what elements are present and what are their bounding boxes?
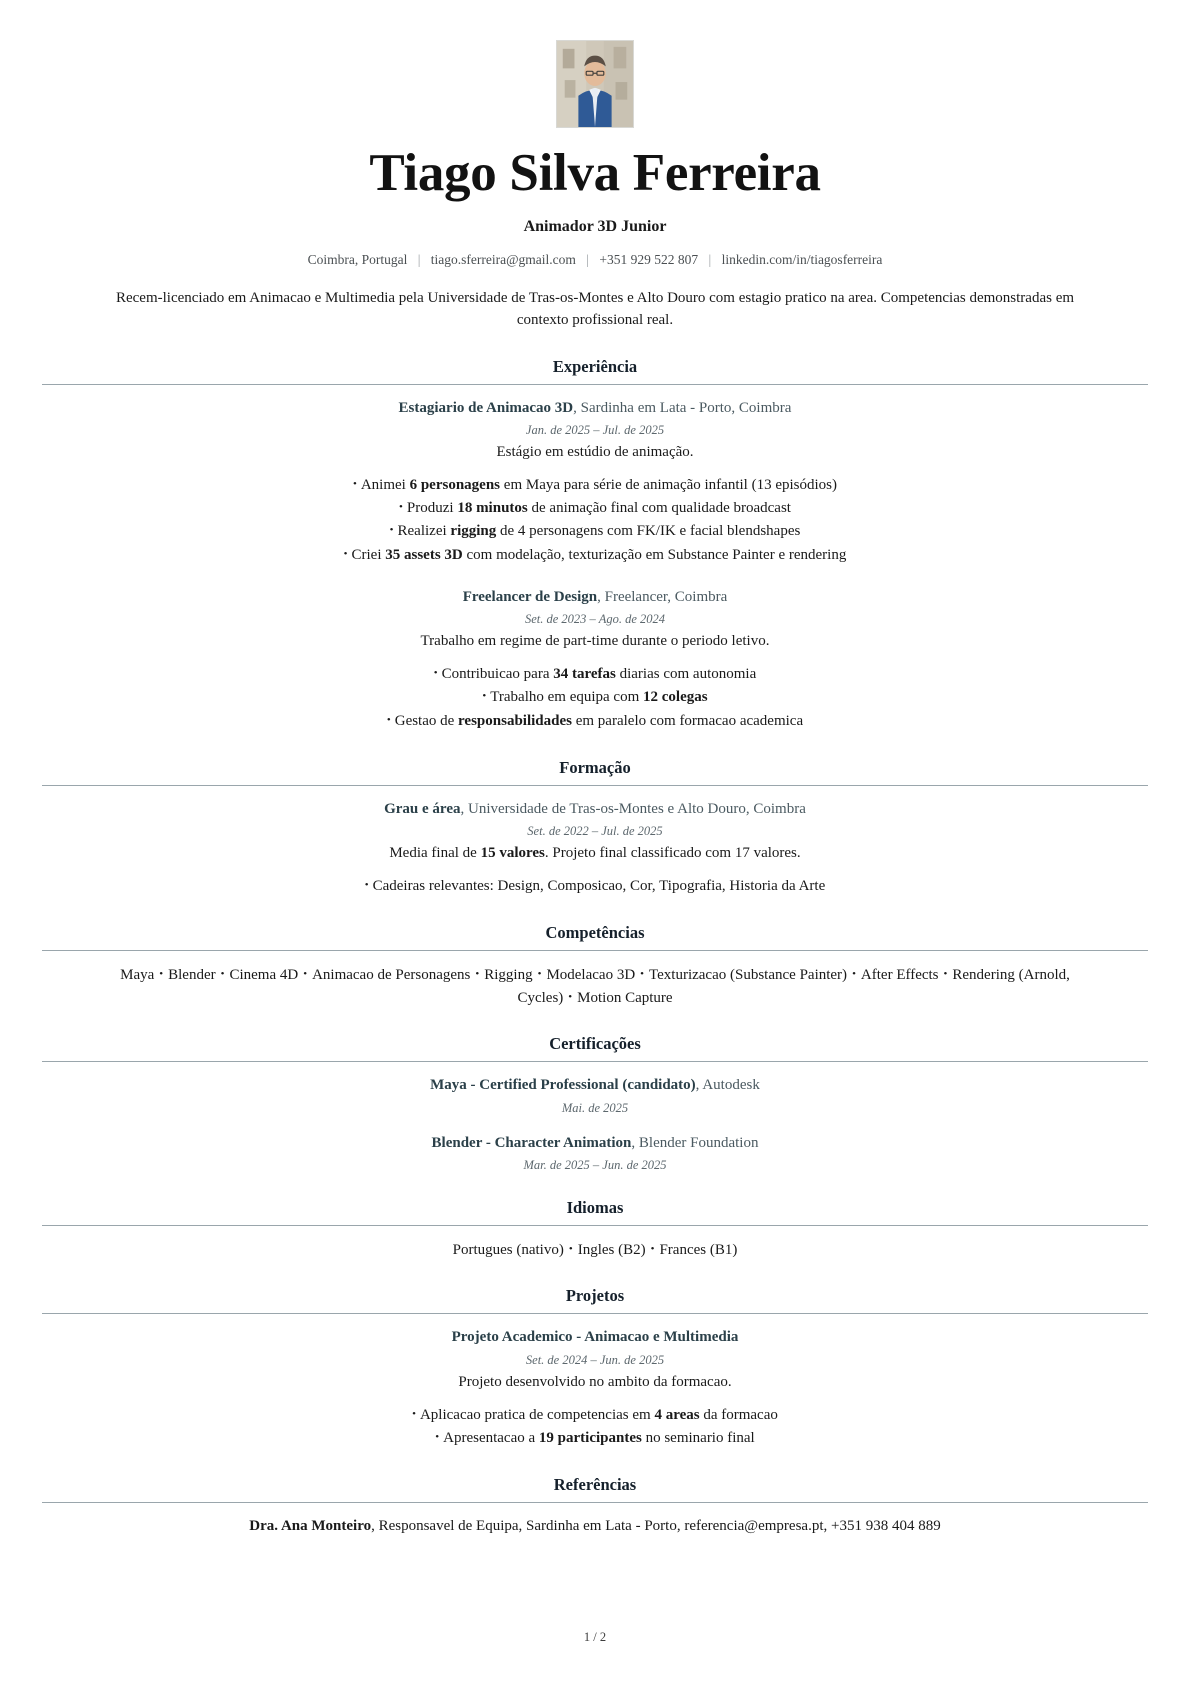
bullet-pre: Apresentacao a <box>443 1429 539 1446</box>
section-experience <box>42 357 1148 733</box>
skill-item: Animacao de Personagens <box>312 967 471 984</box>
list-item <box>42 1404 1148 1427</box>
skill-item: After Effects <box>860 967 939 984</box>
bullet-strong: 35 assets 3D <box>385 546 463 563</box>
education-entry <box>42 799 1148 899</box>
entry-org: , Autodesk <box>695 1077 760 1094</box>
contact-location: Coimbra, Portugal <box>307 252 408 268</box>
skills-list <box>80 964 1110 1009</box>
section-title-references: Referências <box>553 1475 637 1495</box>
entry-org: , Universidade de Tras-os-Montes e Alto Douro, Coimbra <box>460 800 806 817</box>
profile-photo <box>556 40 634 128</box>
bullet-pre: Produzi <box>406 500 458 517</box>
section-title-skills: Competências <box>545 923 645 943</box>
bullet-icon: • <box>435 1430 440 1443</box>
language-item: Portugues (nativo) <box>452 1241 564 1258</box>
bullet-icon: • <box>399 501 403 514</box>
bullet-icon: • <box>852 968 856 981</box>
skill-item: Blender <box>168 967 216 984</box>
entry-dates: Set. de 2022 – Jul. de 2025 <box>527 824 663 839</box>
bullet-post: com modelação, texturização em Substance Painter e rendering <box>462 546 847 563</box>
bullet-pre: Realizei <box>397 523 451 540</box>
contact-line <box>42 252 1148 268</box>
bullet-icon: • <box>386 713 391 726</box>
entry-dates: Jan. de 2025 – Jul. de 2025 <box>525 422 665 437</box>
skill-item: Modelacao 3D <box>546 967 636 984</box>
contact-separator: | <box>417 252 421 268</box>
entry-bullets <box>42 663 1148 733</box>
experience-entry <box>42 587 1148 733</box>
bullet-post: da formacao <box>699 1406 778 1423</box>
bullet-icon: • <box>943 968 948 981</box>
certification-entry <box>42 1075 1148 1115</box>
profile-photo-wrapper <box>42 40 1148 128</box>
contact-separator: | <box>708 252 712 268</box>
bullet-post: no seminario final <box>641 1429 755 1446</box>
bullet-icon: • <box>412 1407 416 1420</box>
bullet-strong: 6 personagens <box>409 476 501 493</box>
description-pre: Media final de <box>389 845 481 862</box>
entry-role: Blender - Character Animation <box>431 1134 632 1151</box>
contact-separator: | <box>586 252 589 268</box>
bullet-icon: • <box>303 968 308 981</box>
bullet-strong: 12 colegas <box>643 689 708 706</box>
skill-item: Texturizacao (Substance Painter) <box>649 967 848 984</box>
entry-description: Projeto desenvolvido no ambito da formacao. <box>458 1373 732 1390</box>
bullet-icon: • <box>482 690 487 703</box>
section-skills <box>42 923 1148 1009</box>
bullet-post: de animação final com qualidade broadcast <box>527 500 791 517</box>
entry-role: Freelancer de Design <box>462 588 598 605</box>
summary-text: Recem-licenciado em Animacao e Multimedia pela Universidade de Tras-os-Montes e Alto Douro com estagio pratico na area. Competencias demonstradas em contexto profissional real. <box>115 290 1075 328</box>
entry-header <box>42 587 1148 607</box>
bullet-icon: • <box>352 477 357 490</box>
list-item <box>42 544 1148 567</box>
section-certifications <box>42 1034 1148 1173</box>
reference-name: Dra. Ana Monteiro <box>249 1518 372 1535</box>
entry-description <box>42 845 1148 862</box>
bullet-icon: • <box>220 968 225 981</box>
entry-header <box>42 398 1148 418</box>
bullet-icon: • <box>159 968 164 981</box>
bullet-icon: • <box>433 667 438 680</box>
entry-header <box>42 1133 1148 1153</box>
bullet-pre: Contribuicao para <box>441 666 554 683</box>
bullet-pre: Cadeiras relevantes: Design, Composicao, Cor, Tipografia, Historia da Arte <box>372 878 826 895</box>
language-item: Ingles (B2) <box>577 1241 646 1258</box>
list-item <box>42 686 1148 709</box>
section-title-education: Formação <box>559 757 631 777</box>
skill-item: Rigging <box>484 967 533 984</box>
bullet-strong: 34 tarefas <box>553 666 616 683</box>
bullet-icon: • <box>568 1242 573 1255</box>
entry-bullets <box>42 1404 1148 1451</box>
page-footer <box>0 1630 1190 1645</box>
bullet-strong: 18 minutos <box>457 500 528 517</box>
entry-header <box>42 1327 1148 1347</box>
bullet-icon: • <box>343 547 348 560</box>
bullet-post: em paralelo com formacao academica <box>571 712 804 729</box>
list-item <box>42 1427 1148 1450</box>
skill-item: Maya <box>120 967 155 984</box>
page-title: Tiago Silva Ferreira <box>369 144 821 202</box>
bullet-icon: • <box>364 879 369 892</box>
contact-linkedin[interactable]: linkedin.com/in/tiagosferreira <box>721 252 883 268</box>
section-references <box>42 1475 1148 1538</box>
list-item <box>42 875 1148 898</box>
bullet-icon: • <box>568 990 573 1003</box>
entry-header <box>42 1075 1148 1095</box>
entry-org: , Freelancer, Coimbra <box>597 588 728 605</box>
entry-role: Projeto Academico - Animacao e Multimedia <box>451 1329 739 1346</box>
entry-org: , Blender Foundation <box>631 1134 759 1151</box>
experience-entry <box>42 398 1148 567</box>
entry-dates: Mai. de 2025 <box>561 1100 629 1115</box>
section-title-certifications: Certificações <box>549 1034 641 1054</box>
bullet-pre: Trabalho em equipa com <box>490 689 644 706</box>
section-education <box>42 758 1148 899</box>
bullet-pre: Gestao de <box>394 712 459 729</box>
list-item <box>42 663 1148 686</box>
entry-description: Trabalho em regime de part-time durante o periodo letivo. <box>420 633 770 650</box>
bullet-icon: • <box>475 968 480 981</box>
language-item: Frances (B1) <box>659 1241 738 1258</box>
bullet-icon: • <box>650 1242 655 1255</box>
section-title-languages: Idiomas <box>566 1197 624 1217</box>
section-languages <box>42 1198 1148 1262</box>
description-strong: 15 valores <box>480 845 545 862</box>
bullet-strong: 4 areas <box>654 1406 700 1423</box>
bullet-post: diarias com autonomia <box>615 666 757 683</box>
reference-detail: , Responsavel de Equipa, Sardinha em Lata - Porto, referencia@empresa.pt, +351 938 404 889 <box>371 1518 941 1535</box>
entry-role: Estagiario de Animacao 3D <box>398 399 574 416</box>
bullet-post: de 4 personagens com FK/IK e facial blendshapes <box>496 523 801 540</box>
bullet-strong: 19 participantes <box>538 1429 642 1446</box>
skill-item: Motion Capture <box>577 989 673 1006</box>
list-item <box>42 474 1148 497</box>
section-title-projects: Projetos <box>565 1286 625 1306</box>
reference-entry <box>42 1516 1148 1538</box>
bullet-icon: • <box>640 968 645 981</box>
bullet-pre: Animei <box>360 476 410 493</box>
certification-entry <box>42 1133 1148 1173</box>
entry-role: Maya - Certified Professional (candidato) <box>430 1077 696 1094</box>
bullet-post: em Maya para série de animação infantil (13 episódios) <box>500 476 837 493</box>
entry-dates: Set. de 2023 – Ago. de 2024 <box>524 612 666 627</box>
bullet-strong: responsabilidades <box>458 712 572 729</box>
list-item <box>42 497 1148 520</box>
section-title-experience: Experiência <box>552 356 638 376</box>
entry-role: Grau e área <box>384 800 461 817</box>
skill-item: Cinema 4D <box>229 967 299 984</box>
section-projects <box>42 1286 1148 1450</box>
entry-dates: Mar. de 2025 – Jun. de 2025 <box>523 1157 667 1172</box>
project-entry <box>42 1327 1148 1450</box>
list-item <box>42 520 1148 543</box>
bullet-pre: Criei <box>351 546 386 563</box>
bullet-icon: • <box>389 524 394 537</box>
page-indicator: 1 / 2 <box>583 1630 607 1644</box>
bullet-pre: Aplicacao pratica de competencias em <box>419 1406 655 1423</box>
profile-photo-image <box>557 41 633 127</box>
languages-list <box>80 1239 1110 1262</box>
entry-header <box>42 799 1148 819</box>
list-item <box>42 710 1148 733</box>
skill-item: Rendering (Arnold, Cycles) <box>517 967 1070 1006</box>
bullet-icon: • <box>537 968 542 981</box>
entry-description: Estágio em estúdio de animação. <box>496 443 694 460</box>
contact-phone[interactable]: +351 929 522 807 <box>599 252 699 268</box>
bullet-strong: rigging <box>450 523 497 540</box>
entry-bullets <box>42 474 1148 567</box>
description-post: . Projeto final classificado com 17 valores. <box>544 845 801 862</box>
entry-dates: Set. de 2024 – Jun. de 2025 <box>525 1352 665 1367</box>
entry-bullets <box>42 875 1148 898</box>
entry-org: , Sardinha em Lata - Porto, Coimbra <box>573 399 792 416</box>
contact-email[interactable]: tiago.sferreira@gmail.com <box>430 252 576 268</box>
headline: Animador 3D Junior <box>523 218 667 236</box>
